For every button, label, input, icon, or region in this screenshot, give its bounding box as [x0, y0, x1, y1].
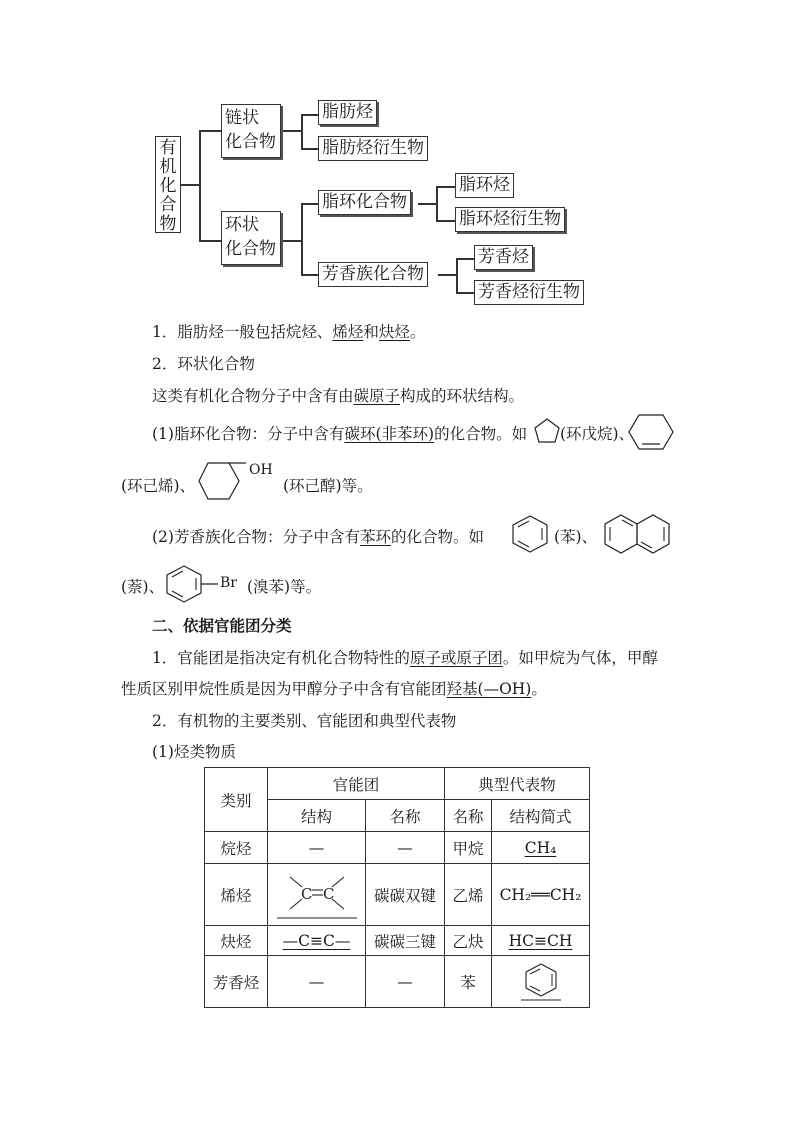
- cell-rep-name: 苯: [445, 956, 492, 1008]
- tree-aliphatic-hc-label: 脂肪烃: [322, 102, 373, 122]
- cell-class: 烯烃: [205, 864, 268, 926]
- tree-aliphatic-deriv-label: 脂肪烃衍生物: [322, 138, 424, 158]
- tree-aromatic-hc-label: 芳香烃: [478, 247, 529, 267]
- para-aromatic: (2)芳香族化合物：分子中含有苯环的化合物。如: [152, 528, 484, 546]
- table-row: [205, 832, 590, 864]
- tree-ring-box: [221, 211, 281, 265]
- label-cyclohexanol: (环己醇)等。: [283, 477, 373, 495]
- tree-aliphatic-deriv-box: [318, 136, 428, 161]
- label-bromobenzene: (溴苯)等。: [247, 578, 322, 596]
- cell-class: 芳香烃: [205, 956, 268, 1008]
- tree-alicyclic-hc-box: [455, 173, 514, 198]
- para-alicyclic: (1)脂环化合物：分子中含有碳环(非苯环)的化合物。如: [152, 425, 528, 443]
- benzene-formula-structure: [519, 962, 563, 1002]
- cell-name: —: [366, 956, 445, 1008]
- heading-cyclic: 2．环状化合物: [152, 355, 255, 373]
- cyclopentane-structure: [534, 418, 560, 444]
- label-benzene: (苯)、: [554, 528, 598, 546]
- tree-aliphatic-hc-box: [318, 100, 377, 125]
- section-title-functional-groups: 二、依据官能团分类: [152, 616, 292, 635]
- cell-structure: —C≡C—: [268, 926, 366, 956]
- benzene-structure: [512, 515, 548, 553]
- table-row: [205, 864, 590, 926]
- alkene-double-bond-structure: [272, 867, 362, 923]
- tree-alicyclic-box: [318, 190, 411, 215]
- tree-root-box: [155, 136, 181, 233]
- label-br: Br: [220, 575, 237, 591]
- tree-aromatic-deriv-box: [474, 280, 584, 305]
- svg-text:C: C: [300, 884, 312, 903]
- tree-alicyclic-hc-label: 脂环烃: [459, 175, 510, 195]
- para-cyclic: 这类有机化合物分子中含有由碳原子构成的环状结构。: [152, 387, 525, 405]
- tree-aromatic-deriv-label: 芳香烃衍生物: [478, 282, 580, 302]
- cell-structure: —: [268, 956, 366, 1008]
- heading-hydrocarbons: (1)烃类物质: [152, 743, 236, 761]
- cell-formula: HC≡CH: [492, 926, 590, 956]
- th-formula: 结构简式: [492, 800, 590, 832]
- tree-chain-line2: 化合物: [225, 132, 276, 152]
- cell-class: 炔烃: [205, 926, 268, 956]
- para-fg-def: 1．官能团是指决定有机化合物特性的原子或原子团。如甲烷为气体，甲醇: [152, 649, 658, 667]
- label-oh: OH: [249, 462, 273, 478]
- naphthalene-structure: [604, 514, 670, 554]
- tree-aromatic-hc-box: [474, 245, 533, 270]
- cell-name: —: [366, 832, 445, 864]
- cell-formula: CH₄: [492, 832, 590, 864]
- bromobenzene-structure: [166, 565, 222, 603]
- tree-root-label: 有机化合物: [159, 138, 177, 234]
- para-aliphatic: 1．脂肪烃一般包括烷烃、烯烃和炔烃。: [152, 323, 426, 341]
- tree-aromatic-label: 芳香族化合物: [322, 264, 424, 284]
- table-row: [205, 926, 590, 956]
- tree-chain-line1: 链状: [225, 108, 259, 128]
- cell-rep-name: 乙炔: [445, 926, 492, 956]
- cell-class: 烷烃: [205, 832, 268, 864]
- tree-alicyclic-deriv-box: [455, 207, 565, 232]
- th-representative: 典型代表物: [445, 768, 590, 800]
- hydrocarbon-table: [204, 767, 590, 1008]
- cell-formula: [492, 956, 590, 1008]
- cell-name: 碳碳双键: [366, 864, 445, 926]
- tree-ring-line1: 环状: [225, 215, 259, 235]
- cell-structure: [268, 864, 366, 926]
- svg-text:C: C: [322, 884, 334, 903]
- th-rep-name: 名称: [445, 800, 492, 832]
- cell-formula: CH₂══CH₂: [492, 864, 590, 926]
- tree-aromatic-box: [318, 262, 428, 287]
- label-cyclohexene: (环己烯)、: [121, 477, 196, 495]
- cell-structure: —: [268, 832, 366, 864]
- cell-rep-name: 乙烯: [445, 864, 492, 926]
- th-class: 类别: [205, 768, 268, 832]
- para-fg-def-2: 性质区别甲烷性质是因为甲醇分子中含有官能团羟基(—OH)。: [121, 680, 547, 698]
- cyclohexene-structure: [628, 414, 674, 450]
- label-cyclopentane: (环戊烷)、: [560, 425, 635, 443]
- cell-name: 碳碳三键: [366, 926, 445, 956]
- table-row: [205, 956, 590, 1008]
- tree-alicyclic-deriv-label: 脂环烃衍生物: [459, 209, 561, 229]
- th-functional-group: 官能团: [268, 768, 445, 800]
- tree-alicyclic-label: 脂环化合物: [322, 192, 407, 212]
- cell-rep-name: 甲烷: [445, 832, 492, 864]
- tree-chain-box: [221, 104, 281, 158]
- tree-ring-line2: 化合物: [225, 239, 276, 259]
- th-name: 名称: [366, 800, 445, 832]
- heading-main-classes: 2．有机物的主要类别、官能团和典型代表物: [152, 712, 457, 730]
- th-structure: 结构: [268, 800, 366, 832]
- label-naphthalene: (萘)、: [121, 578, 165, 596]
